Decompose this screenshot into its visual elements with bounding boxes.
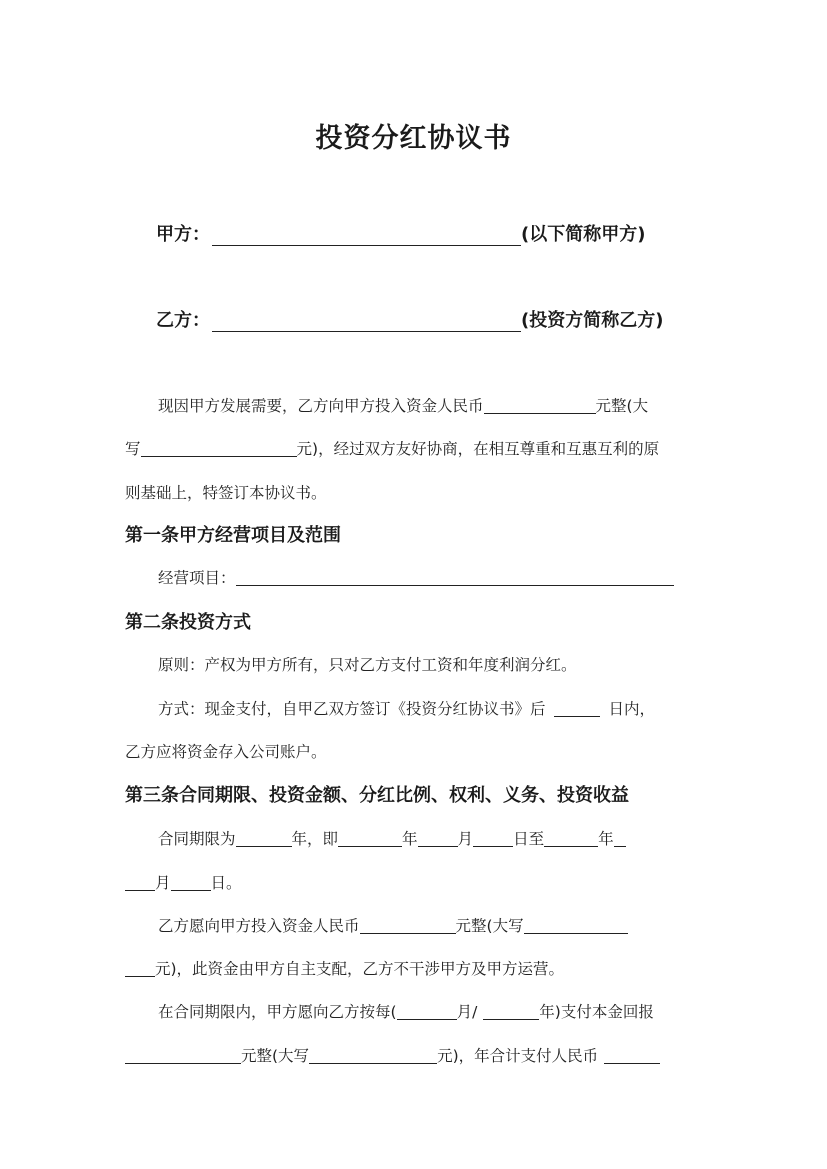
days-blank[interactable]: [554, 699, 600, 717]
investment-text: 元)，此资金由甲方自主支配，乙方不干涉甲方及甲方运营。: [155, 960, 565, 978]
term-line-1: [125, 828, 681, 850]
party-b-label: 乙方：: [156, 310, 210, 331]
document-title: 投资分红协议书: [315, 123, 512, 154]
preamble-line-3: 则基础上，特签订本协议书。: [125, 484, 327, 502]
invest-amount-blank[interactable]: [360, 916, 456, 934]
end-year-blank[interactable]: [544, 829, 598, 847]
party-a-blank[interactable]: [212, 223, 521, 246]
article-1-heading: 第一条甲方经营项目及范围: [125, 525, 341, 546]
method-text: 日内，: [608, 700, 656, 718]
invest-amount-words-blank[interactable]: [125, 959, 155, 977]
term-text: 年: [402, 830, 418, 848]
preamble-line-2: [125, 438, 681, 460]
per-month-blank[interactable]: [397, 1002, 457, 1020]
business-item-line: [125, 567, 681, 589]
party-a-note: (以下简称甲方): [521, 224, 646, 245]
business-item-blank[interactable]: [236, 568, 674, 586]
return-amount-blank[interactable]: [125, 1046, 241, 1064]
start-year-blank[interactable]: [338, 829, 402, 847]
term-line-2: [125, 872, 681, 894]
end-month-blank[interactable]: [125, 873, 155, 891]
article-2-heading: 第二条投资方式: [125, 612, 251, 633]
preamble-text: 写: [125, 440, 141, 458]
investment-text: 元整(大写: [455, 917, 524, 935]
return-text: 元整(大写: [241, 1047, 310, 1065]
investment-line-2: [125, 958, 681, 980]
invest-amount-words-blank-start[interactable]: [524, 916, 628, 934]
term-text: 月: [155, 874, 171, 892]
principle-line: 原则：产权为甲方所有，只对乙方支付工资和年度利润分红。: [158, 656, 577, 674]
preamble-line-1: [125, 395, 681, 417]
end-month-blank-start[interactable]: [614, 829, 626, 847]
return-text: 月/: [456, 1003, 478, 1021]
preamble-text: 元整(大: [595, 397, 649, 415]
term-text: 合同期限为: [158, 830, 236, 848]
party-b-line: [156, 306, 663, 332]
return-text: 在合同期限内，甲方愿向乙方按每(: [158, 1003, 397, 1021]
method-line-1: [125, 698, 681, 720]
return-text: 年)支付本金回报: [539, 1003, 654, 1021]
return-amount-words-blank[interactable]: [309, 1046, 437, 1064]
business-item-label: 经营项目：: [158, 569, 236, 587]
investment-line-1: [125, 915, 681, 937]
party-a-label: 甲方：: [156, 224, 210, 245]
investment-amount-blank[interactable]: [484, 396, 596, 414]
article-3-heading: 第三条合同期限、投资金额、分红比例、权利、义务、投资收益: [125, 785, 629, 806]
preamble-text: 元)，经过双方友好协商，在相互尊重和互惠互利的原: [296, 440, 660, 458]
party-b-blank[interactable]: [212, 309, 521, 332]
investment-amount-words-blank[interactable]: [141, 439, 297, 457]
term-text: 年，即: [291, 830, 339, 848]
term-text: 日至: [513, 830, 545, 848]
term-text: 日。: [210, 874, 242, 892]
method-text: 方式：现金支付，自甲乙双方签订《投资分红协议书》后: [158, 700, 546, 718]
preamble-text: 现因甲方发展需要，乙方向甲方投入资金人民币: [158, 397, 484, 415]
per-year-blank[interactable]: [483, 1002, 539, 1020]
return-text: 元)，年合计支付人民币: [437, 1047, 599, 1065]
return-line-2: [125, 1045, 681, 1067]
start-day-blank[interactable]: [473, 829, 513, 847]
term-years-blank[interactable]: [236, 829, 292, 847]
start-month-blank[interactable]: [418, 829, 458, 847]
annual-total-blank[interactable]: [604, 1046, 660, 1064]
end-day-blank[interactable]: [171, 873, 211, 891]
return-line-1: [125, 1001, 681, 1023]
party-a-line: [156, 220, 645, 246]
party-b-note: (投资方简称乙方): [521, 310, 664, 331]
investment-text: 乙方愿向甲方投入资金人民币: [158, 917, 360, 935]
method-line-2: 乙方应将资金存入公司账户。: [125, 743, 327, 761]
term-text: 年: [598, 830, 614, 848]
term-text: 月: [457, 830, 474, 848]
